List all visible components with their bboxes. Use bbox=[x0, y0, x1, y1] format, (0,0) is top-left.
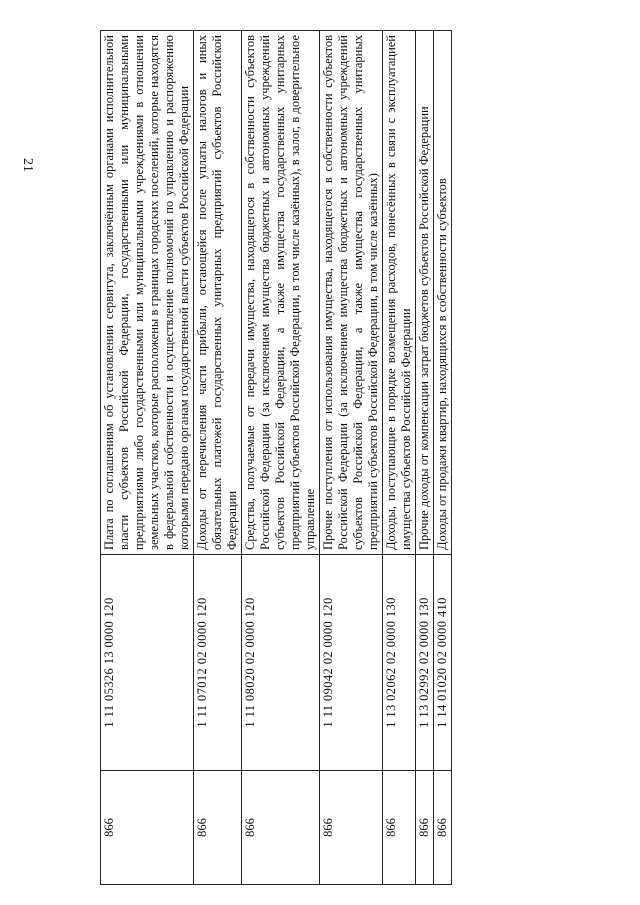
admin-code-cell: 866 bbox=[101, 771, 194, 885]
revenue-name-cell: Средства, получаемые от передачи имущества, находящегося в собственности субъектов Российской Федерации (за исключением имущества бюджетных и автономных учреждений субъектов Российской Федерации, а также имущества государственных унитарных предприятий субъектов Российской Федерации, в том числе казённых), в залог, в доверительное управление bbox=[242, 31, 320, 555]
table-row bbox=[383, 31, 416, 885]
revenue-name-cell: Доходы от продажи квартир, находящихся в собственности субъектов bbox=[434, 31, 452, 555]
budget-code-cell: 1 13 02992 02 0000 130 bbox=[416, 555, 434, 771]
table-row bbox=[434, 31, 452, 885]
revenue-name-cell: Доходы, поступающие в порядке возмещения расходов, понесённых в связи с эксплуатацией имущества субъектов Российской Федерации bbox=[383, 31, 416, 555]
admin-code-cell: 866 bbox=[320, 771, 383, 885]
budget-code-cell: 1 11 07012 02 0000 120 bbox=[194, 555, 242, 771]
budget-code-cell: 1 14 01020 02 0000 410 bbox=[434, 555, 452, 771]
table-row bbox=[101, 31, 194, 885]
revenue-name-cell: Прочие доходы от компенсации затрат бюджетов субъектов Российской Федерации bbox=[416, 31, 434, 555]
admin-code-cell: 866 bbox=[242, 771, 320, 885]
revenue-name-cell: Плата по соглашениям об установлении сервитута, заключённым органами исполнительной власти субъектов Российской Федерации, государственными или муниципальными предприятиями либо государственными или муниципальными учреждениями в отношении земельных участков, которые расположены в границах городских поселений, которые находятся в федеральной собственности и осуществление полномочий по управлению и распоряжению которыми передано органам государственной власти субъектов Российской Федерации bbox=[101, 31, 194, 555]
admin-code-cell: 866 bbox=[194, 771, 242, 885]
table-row bbox=[320, 31, 383, 885]
admin-code-cell: 866 bbox=[383, 771, 416, 885]
table-row bbox=[194, 31, 242, 885]
admin-code-cell: 866 bbox=[416, 771, 434, 885]
revenue-name-cell: Доходы от перечисления части прибыли, остающейся после уплаты налогов и иных обязательных платежей государственных унитарных предприятий субъектов Российской Федерации bbox=[194, 31, 242, 555]
table-row bbox=[242, 31, 320, 885]
table-row bbox=[416, 31, 434, 885]
admin-code-cell: 866 bbox=[434, 771, 452, 885]
budget-code-cell: 1 11 05326 13 0000 120 bbox=[101, 555, 194, 771]
revenue-name-cell: Прочие поступления от использования имущества, находящегося в собственности субъектов Российской Федерации (за исключением имущества бюджетных и автономных учреждений субъектов Российской Федерации, а также имущества государственных унитарных предприятий субъектов Российской Федерации, в том числе казённых) bbox=[320, 31, 383, 555]
page-number: 21 bbox=[20, 158, 35, 172]
budget-code-cell: 1 11 09042 02 0000 120 bbox=[320, 555, 383, 771]
budget-code-cell: 1 11 08020 02 0000 120 bbox=[242, 555, 320, 771]
rotated-page-content bbox=[100, 30, 555, 885]
revenue-classification-table bbox=[100, 30, 452, 885]
budget-code-cell: 1 13 02062 02 0000 130 bbox=[383, 555, 416, 771]
